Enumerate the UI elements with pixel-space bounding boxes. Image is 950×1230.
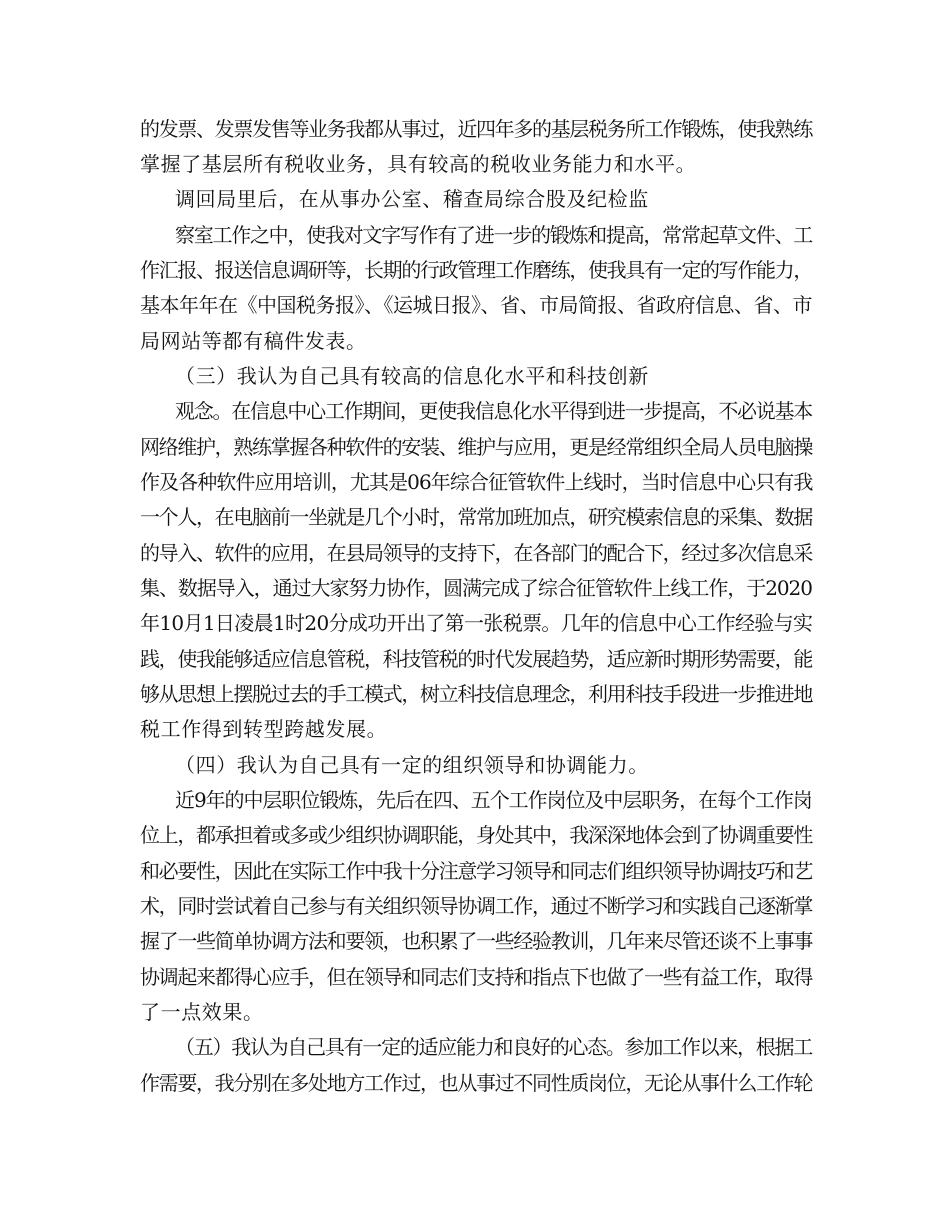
- text-line: 作汇报、报送信息调研等，长期的行政管理工作磨练，使我具有一定的写作能力，: [140, 258, 812, 282]
- text-line: 集、数据导入，通过大家努力协作，圆满完成了综合征管软件上线工作，于2020: [140, 576, 812, 600]
- text-line: 够从思想上摆脱过去的手工模式，树立科技信息理念，利用科技手段进一步推进地: [140, 682, 812, 706]
- text-line: 践，使我能够适应信息管税，科技管税的时代发展趋势，适应新时期形势需要，能: [140, 647, 812, 671]
- section-heading: （五）我认为自己具有一定的适应能力和良好的心态。参加工作以来，根据工: [175, 1035, 812, 1059]
- text-line: 调回局里后，在从事办公室、稽查局综合股及纪检监: [175, 187, 649, 211]
- text-line: 作及各种软件应用培训，尤其是06年综合征管软件上线时，当时信息中心只有我: [140, 470, 813, 494]
- text-line: 作需要，我分别在多处地方工作过，也从事过不同性质岗位，无论从事什么工作轮: [140, 1071, 812, 1095]
- text-line: 近9年的中层职位锻炼，先后在四、五个工作岗位及中层职务，在每个工作岗: [175, 788, 812, 812]
- text-line: 位上，都承担着或多或少组织协调职能，身处其中，我深深地体会到了协调重要性: [140, 823, 812, 847]
- text-line: 一个人，在电脑前一坐就是几个小时，常常加班加点，研究模索信息的采集、数据: [140, 505, 812, 529]
- text-line: 的导入、软件的应用，在县局领导的支持下，在各部门的配合下，经过多次信息采: [140, 541, 812, 565]
- text-line: 的发票、发票发售等业务我都从事过，近四年多的基层税务所工作锻炼，使我熟练: [140, 117, 812, 141]
- text-line: 察室工作之中，使我对文字写作有了进一步的锻炼和提高，常常起草文件、工: [175, 223, 812, 247]
- text-line: 年10月1日凌晨1时20分成功开出了第一张税票。几年的信息中心工作经验与实: [140, 611, 813, 635]
- text-line: 税工作得到转型跨越发展。: [140, 717, 388, 741]
- text-line: 握了一些简单协调方法和要领，也积累了一些经验教训，几年来尽管还谈不上事事: [140, 929, 812, 953]
- text-line: 掌握了基层所有税收业务，具有较高的税收业务能力和水平。: [140, 152, 697, 176]
- text-line: 协调起来都得心应手，但在领导和同志们支持和指点下也做了一些有益工作，取得: [140, 965, 812, 989]
- text-line: 基本年年在《中国税务报》、《运城日报》、省、市局简报、省政府信息、省、市: [140, 293, 812, 317]
- text-line: 局网站等都有稿件发表。: [140, 329, 367, 353]
- section-heading: （四）我认为自己具有一定的组织领导和协调能力。: [175, 753, 649, 777]
- text-line: 网络维护，熟练掌握各种软件的安装、维护与应用，更是经常组织全局人员电脑操: [140, 435, 812, 459]
- text-line: 术，同时尝试着自己参与有关组织领导协调工作，通过不断学习和实践自己逐渐掌: [140, 894, 812, 918]
- text-line: 和必要性，因此在实际工作中我十分注意学习领导和同志们组织领导协调技巧和艺: [140, 859, 812, 883]
- text-line: 了一点效果。: [140, 1000, 264, 1024]
- section-heading: （三）我认为自己具有较高的信息化水平和科技创新: [175, 364, 649, 388]
- text-line: 观念。在信息中心工作期间，更使我信息化水平得到进一步提高，不必说基本: [175, 399, 812, 423]
